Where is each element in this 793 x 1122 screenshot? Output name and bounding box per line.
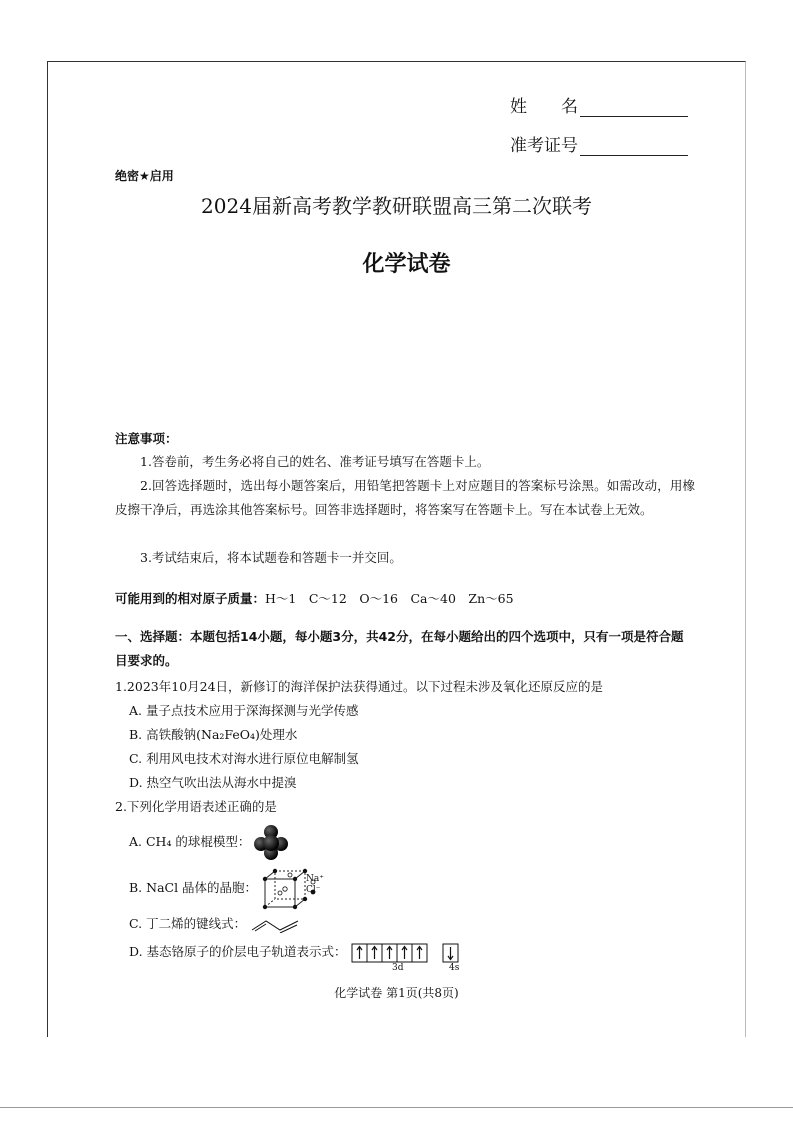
atomic-masses: 可能用到的相对原子质量：H～1 C～12 O～16 Ca～40 Zn～65 — [115, 591, 514, 606]
bottom-divider — [0, 1107, 793, 1108]
q2-option-d[interactable]: D. 基态铬原子的价层电子轨道表示式： — [129, 940, 461, 964]
exam-title: 2024届新高考教学教研联盟高三第二次联考 — [201, 194, 592, 218]
page-footer: 化学试卷 第1页(共8页) — [334, 986, 459, 1000]
legend-na: Na⁺ — [306, 874, 324, 884]
name-field[interactable]: 姓 名 — [510, 92, 688, 117]
notice-title: 注意事项： — [115, 431, 178, 446]
notice-item-3: 3.考试结束后，将本试题卷和答题卡一并交回。 — [140, 550, 402, 565]
ch4-ball-model-icon — [254, 824, 288, 862]
name-blank[interactable] — [580, 100, 688, 117]
q2-option-a[interactable]: A. CH₄ 的球棍模型： — [129, 822, 288, 862]
chromium-orbital-diagram-icon — [351, 942, 461, 964]
q2-option-b[interactable]: B. NaCl 晶体的晶胞： — [129, 866, 339, 910]
q1-option-b[interactable]: B. 高铁酸钠(Na₂FeO₄)处理水 — [129, 727, 298, 742]
q2-stem: 2.下列化学用语表述正确的是 — [115, 799, 277, 814]
notice-item-2: 2.回答选择题时，选出每小题答案后，用铅笔把答题卡上对应题目的答案标号涂黑。如需改动，用橡皮擦干净后，再选涂其他答案标号。回答非选择题时，将答案写在答题卡上。写在本试卷上无效。 — [115, 478, 695, 517]
exam-id-field[interactable]: 准考证号 — [510, 131, 688, 156]
q1-option-d[interactable]: D. 热空气吹出法从海水中提溴 — [129, 775, 297, 790]
q1-stem: 1.2023年10月24日，新修订的海洋保护法获得通过。以下过程未涉及氧化还原反应的是 — [115, 679, 604, 694]
exam-id-blank[interactable] — [580, 139, 688, 156]
notice-item-1: 1.答卷前，考生务必将自己的姓名、准考证号填写在答题卡上。 — [140, 454, 490, 469]
subject-title: 化学试卷 — [362, 252, 451, 277]
q1-option-a[interactable]: A. 量子点技术应用于深海探测与光学传感 — [129, 703, 359, 718]
secret-mark: 绝密★启用 — [115, 169, 174, 183]
nacl-unit-cell-icon — [261, 867, 339, 911]
q1-option-c[interactable]: C. 利用风电技术对海水进行原位电解制氢 — [129, 751, 359, 766]
legend-cl: Cl⁻ — [306, 885, 321, 895]
orbital-label-3d: 3d — [392, 963, 404, 973]
section1-heading: 一、选择题：本题包括14小题，每小题3分，共42分，在每小题给出的四个选项中，只有一项是符合题目要求的。 — [115, 629, 684, 668]
q2-option-c[interactable]: C. 丁二烯的键线式： — [129, 913, 302, 935]
butadiene-skeletal-formula-icon — [250, 917, 302, 933]
orbital-label-4s: 4s — [449, 963, 460, 973]
